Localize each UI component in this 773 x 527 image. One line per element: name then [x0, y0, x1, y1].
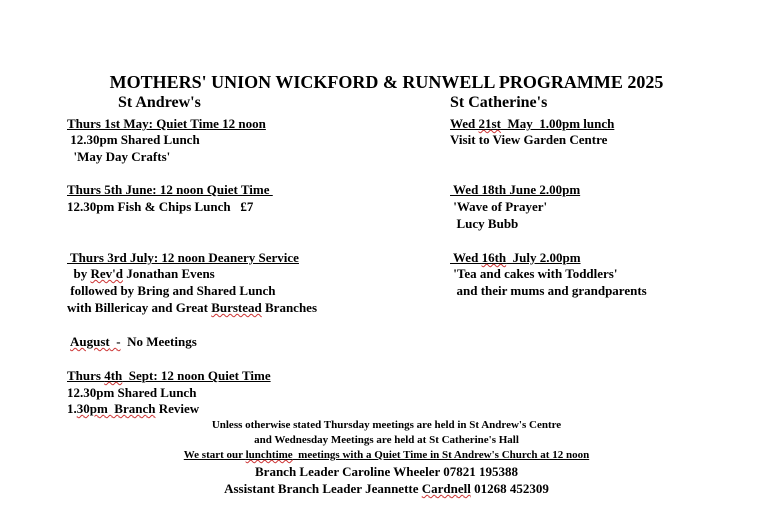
footer-note [0, 448, 773, 462]
andrews-july-heading: Thurs 3rd July: 12 noon Deanery Service [67, 250, 299, 265]
footer-note: Unless otherwise stated Thursday meetings are held in St Andrew's Centre [211, 419, 562, 431]
andrews-july-line: followed by Bring and Shared Lunch [67, 283, 276, 298]
catherines-july-line: 'Tea and cakes with Toddlers' [450, 266, 618, 281]
spellcheck-word: Cardnell [421, 481, 471, 496]
text-segment: 01268 452309 [470, 481, 549, 496]
branch-leader-contact: Branch Leader Caroline Wheeler 07821 195388 [255, 464, 518, 479]
andrews-july-line [67, 266, 215, 281]
catherines-july-line: and their mums and grandparents [450, 283, 647, 298]
text-segment: Thurs [67, 368, 105, 383]
andrews-sept-line [67, 401, 199, 416]
text-segment: Sept: 12 noon Quiet Time [122, 368, 271, 383]
spellcheck-word: 30pm Branch [76, 401, 156, 416]
andrews-may-line: 'May Day Crafts' [67, 149, 171, 164]
text-segment: Wed [450, 250, 482, 265]
catherines-june-heading: Wed 18th June 2.00pm [450, 182, 581, 197]
text-segment: Review [155, 401, 200, 416]
text-segment: 1. [67, 401, 77, 416]
spellcheck-word: Rev'd [90, 266, 123, 281]
spellcheck-word: lunchtime [245, 449, 293, 461]
spellcheck-word: - [109, 334, 121, 349]
andrews-june-heading: Thurs 5th June: 12 noon Quiet Time [67, 182, 273, 197]
assistant-leader-contact [0, 481, 773, 497]
text-segment: by [67, 266, 91, 281]
spellcheck-word: 16th [481, 250, 507, 265]
text-segment: Branches [261, 300, 318, 315]
st-andrews-heading: St Andrew's [118, 94, 201, 111]
text-segment: with Billericay and Great [67, 300, 212, 315]
programme-title: MOTHERS' UNION WICKFORD & RUNWELL PROGRAMME 2025 [109, 72, 664, 92]
spellcheck-word: 21st [478, 116, 501, 131]
text-segment: May 1.00pm lunch [500, 116, 615, 131]
andrews-sept-heading [67, 368, 271, 383]
spellcheck-word: Burstead [211, 300, 262, 315]
text-segment: Wed [450, 116, 479, 131]
text-segment: meetings with a Quiet Time in St Andrew's Church at 12 noon [292, 449, 590, 461]
andrews-sept-line: 12.30pm Shared Lunch [67, 385, 197, 400]
catherines-june-line: 'Wave of Prayer' [450, 199, 548, 214]
footer-note: and Wednesday Meetings are held at St Catherine's Hall [254, 434, 519, 446]
text-segment: Assistant Branch Leader Jeannette [224, 481, 422, 496]
andrews-june-line: 12.30pm Fish & Chips Lunch £7 [67, 199, 254, 214]
text-segment: No Meetings [120, 334, 197, 349]
andrews-may-heading: Thurs 1st May: Quiet Time 12 noon [67, 116, 266, 131]
text-segment: July 2.00pm [506, 250, 581, 265]
andrews-august-line [70, 334, 197, 349]
andrews-may-line: 12.30pm Shared Lunch [67, 132, 200, 147]
spellcheck-word: 4th [104, 368, 123, 383]
catherines-may-line: Visit to View Garden Centre [450, 132, 608, 147]
andrews-july-line [67, 300, 317, 315]
spellcheck-word: August [70, 334, 110, 349]
st-catherines-heading: St Catherine's [450, 94, 548, 111]
text-segment: Jonathan Evens [122, 266, 215, 281]
catherines-july-heading [450, 250, 581, 265]
catherines-may-heading [450, 116, 614, 131]
catherines-june-line: Lucy Bubb [450, 216, 519, 231]
text-segment: We start our [183, 449, 246, 461]
